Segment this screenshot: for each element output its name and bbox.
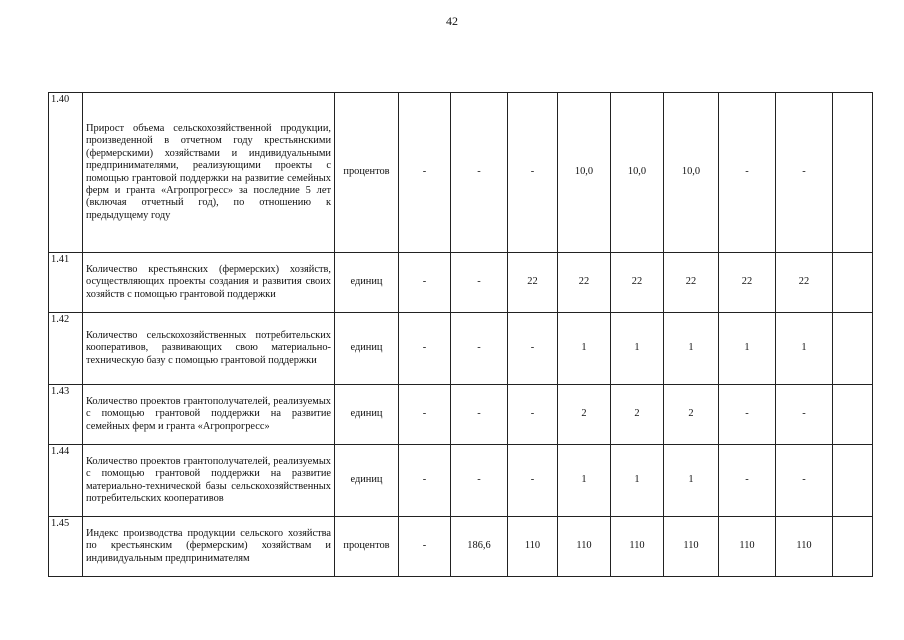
value-cell: - (776, 93, 833, 253)
value-cell: - (776, 385, 833, 445)
value-cell: 1 (558, 313, 611, 385)
value-cell: 1 (611, 445, 664, 517)
value-cell: - (719, 385, 776, 445)
unit-cell: единиц (335, 385, 399, 445)
value-cell: - (399, 445, 451, 517)
row-number: 1.43 (49, 385, 83, 445)
row-number: 1.41 (49, 253, 83, 313)
value-cell: 22 (719, 253, 776, 313)
value-cell: 22 (611, 253, 664, 313)
table-row (49, 313, 873, 385)
indicator-description: Количество крестьянских (фермерских) хозяйств, осуществляющих проекты создания и развития своих хозяйств с помощью грантовой поддержки (83, 253, 335, 313)
page-number: 42 (446, 14, 458, 28)
value-cell: - (719, 93, 776, 253)
table-row (49, 93, 873, 253)
value-cell: 1 (664, 313, 719, 385)
value-cell: 2 (558, 385, 611, 445)
indicators-table (48, 92, 873, 577)
value-cell (833, 385, 873, 445)
value-cell: 10,0 (611, 93, 664, 253)
indicator-description: Количество проектов грантополучателей, реализуемых с помощью грантовой поддержки на развитие материально-технической базы сельскохозяйственных потребительских кооперативов (83, 445, 335, 517)
value-cell: 110 (719, 517, 776, 577)
unit-cell: процентов (335, 517, 399, 577)
unit-cell: процентов (335, 93, 399, 253)
value-cell: 110 (776, 517, 833, 577)
table-body (49, 93, 873, 577)
value-cell: 1 (611, 313, 664, 385)
value-cell: - (451, 385, 508, 445)
row-number: 1.44 (49, 445, 83, 517)
value-cell: 10,0 (664, 93, 719, 253)
value-cell: 22 (558, 253, 611, 313)
row-number: 1.45 (49, 517, 83, 577)
unit-cell: единиц (335, 253, 399, 313)
value-cell: - (451, 93, 508, 253)
value-cell: - (508, 385, 558, 445)
value-cell (833, 313, 873, 385)
indicator-description: Количество сельскохозяйственных потребительских кооперативов, развивающих свою материально-техническую базу с помощью грантовой поддержки (83, 313, 335, 385)
table-row (49, 253, 873, 313)
value-cell: - (399, 313, 451, 385)
value-cell: 22 (776, 253, 833, 313)
indicator-description: Индекс производства продукции сельского хозяйства по крестьянским (фермерским) хозяйствам и индивидуальным предпринимателям (83, 517, 335, 577)
value-cell: 186,6 (451, 517, 508, 577)
unit-cell: единиц (335, 445, 399, 517)
value-cell: - (776, 445, 833, 517)
value-cell: - (399, 385, 451, 445)
value-cell: 22 (664, 253, 719, 313)
value-cell: - (451, 253, 508, 313)
value-cell: - (399, 253, 451, 313)
indicator-description: Прирост объема сельскохозяйственной продукции, произведенной в отчетном году крестьянскими (фермерскими) хозяйствами и индивидуальными предпринимателями, реализующими проекты с помощью грантовой поддержки на развитие семейных ферм и гранта «Агропрогресс» за последние 5 лет (включая отчетный год), по отношению к предыдущему году (83, 93, 335, 253)
value-cell: 110 (664, 517, 719, 577)
value-cell: 110 (558, 517, 611, 577)
value-cell: - (451, 313, 508, 385)
value-cell: 110 (508, 517, 558, 577)
value-cell: - (508, 313, 558, 385)
value-cell: - (399, 93, 451, 253)
value-cell: 1 (719, 313, 776, 385)
value-cell: 10,0 (558, 93, 611, 253)
indicator-description: Количество проектов грантополучателей, реализуемых с помощью грантовой поддержки на развитие семейных ферм и гранта «Агропрогресс» (83, 385, 335, 445)
value-cell: 2 (611, 385, 664, 445)
value-cell: 2 (664, 385, 719, 445)
table-row (49, 517, 873, 577)
value-cell: - (508, 445, 558, 517)
value-cell (833, 517, 873, 577)
value-cell: 1 (664, 445, 719, 517)
value-cell: - (399, 517, 451, 577)
row-number: 1.40 (49, 93, 83, 253)
value-cell: 110 (611, 517, 664, 577)
value-cell: 1 (558, 445, 611, 517)
table-row (49, 385, 873, 445)
value-cell: - (719, 445, 776, 517)
value-cell (833, 445, 873, 517)
table-row (49, 445, 873, 517)
value-cell: 22 (508, 253, 558, 313)
value-cell (833, 93, 873, 253)
value-cell: - (508, 93, 558, 253)
unit-cell: единиц (335, 313, 399, 385)
row-number: 1.42 (49, 313, 83, 385)
value-cell (833, 253, 873, 313)
value-cell: - (451, 445, 508, 517)
value-cell: 1 (776, 313, 833, 385)
